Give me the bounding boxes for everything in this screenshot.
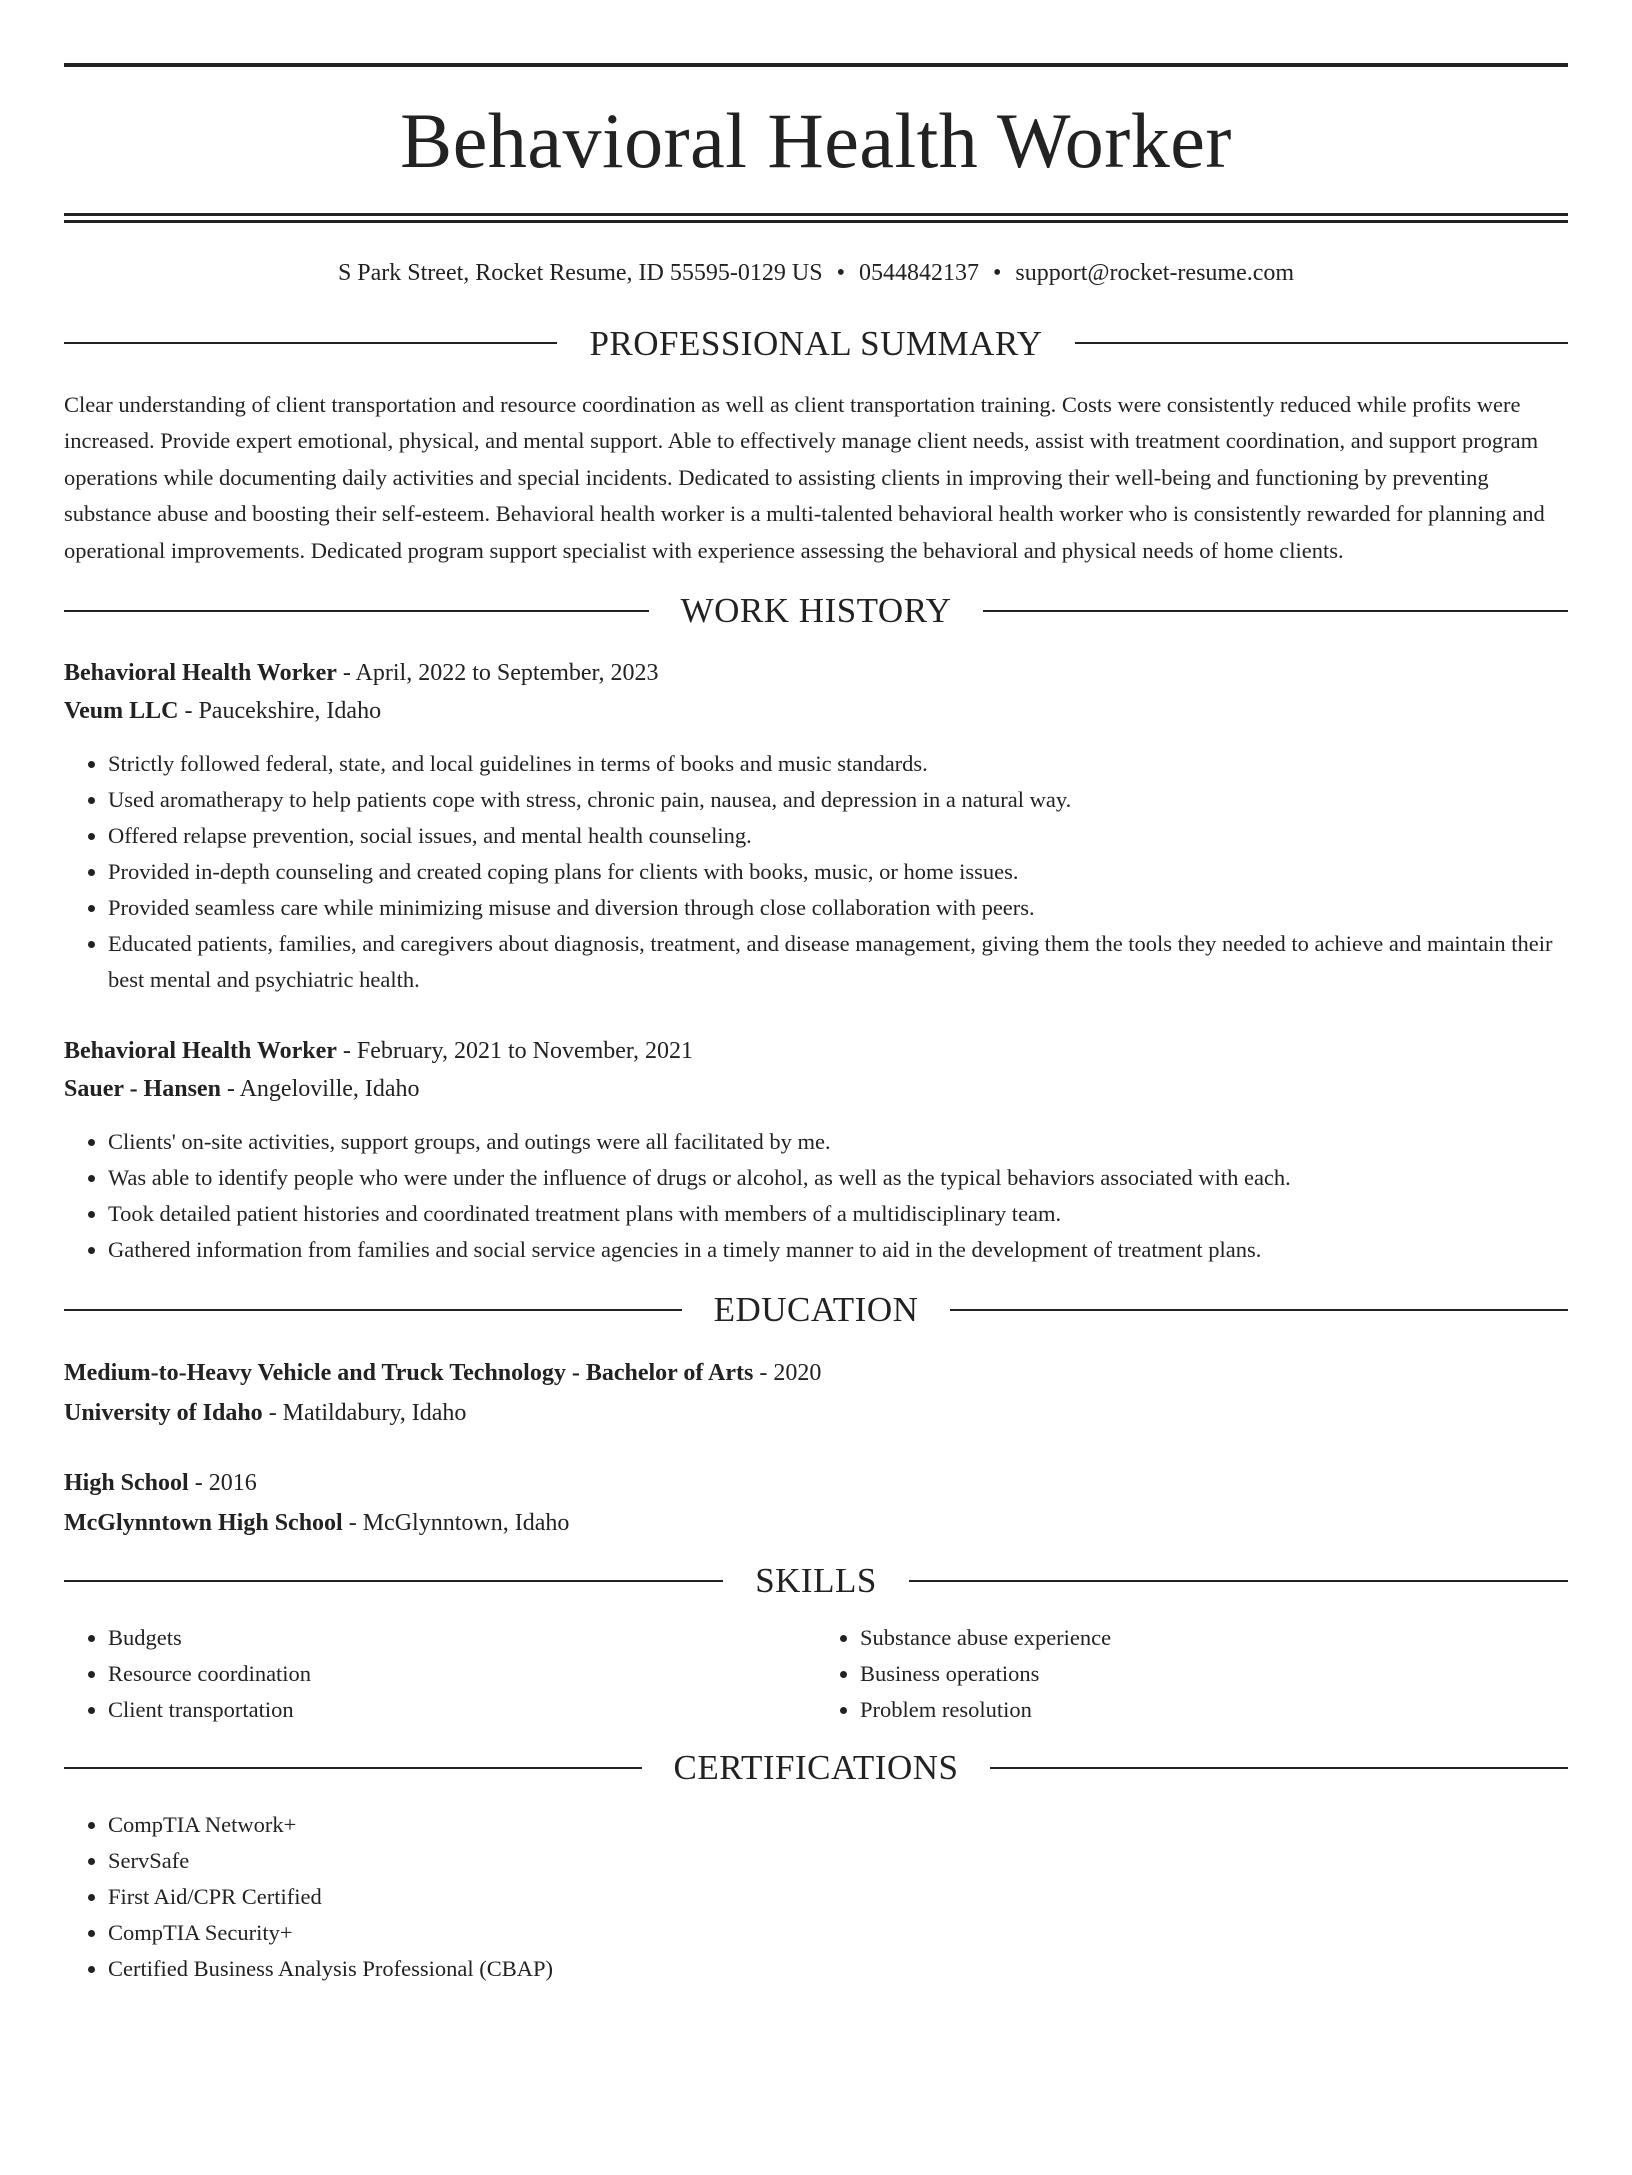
job-location: - Paucekshire, Idaho: [178, 698, 382, 725]
list-item: • Business operations: [860, 1656, 1568, 1692]
job-title-line: [64, 654, 1568, 692]
job-company: Veum LLC: [64, 698, 179, 725]
contact-phone: 0544842137: [858, 260, 979, 286]
list-item: • Resource coordination: [108, 1656, 816, 1692]
list-item: • CompTIA Security+: [108, 1915, 1568, 1951]
education-year: - 2016: [188, 1470, 257, 1497]
list-item: • Was able to identify people who were under the influence of drugs or alcohol, as well as the typical behaviors associated with each.: [108, 1160, 1568, 1196]
certifications-heading: [64, 1748, 1568, 1788]
list-item: • Provided in-depth counseling and created coping plans for clients with books, music, or home issues.: [108, 854, 1568, 890]
certifications-heading-text: CERTIFICATIONS: [673, 1748, 959, 1788]
heading-rule: [950, 1309, 1568, 1311]
heading-rule: [64, 1309, 682, 1311]
education-entry: [64, 1353, 1568, 1433]
education-year: - 2020: [753, 1360, 822, 1387]
certifications-list: [64, 1807, 1568, 1987]
education-degree: High School: [64, 1470, 189, 1497]
list-item: • Educated patients, families, and caregivers about diagnosis, treatment, and disease management, giving them the tools they needed to achieve and maintain their best mental and psychiatric health.: [108, 926, 1568, 998]
job-company-line: [64, 1070, 1568, 1108]
job-company-line: [64, 692, 1568, 730]
work-heading: [64, 591, 1568, 631]
heading-rule: [1075, 342, 1568, 344]
heading-rule: [64, 342, 557, 344]
skills-list-right: [816, 1620, 1568, 1728]
list-item: • Took detailed patient histories and coordinated treatment plans with members of a multidisciplinary team.: [108, 1196, 1568, 1232]
skills-heading-text: SKILLS: [755, 1561, 877, 1601]
contact-email: support@rocket-resume.com: [1015, 260, 1295, 286]
list-item: • ServSafe: [108, 1843, 1568, 1879]
list-item: • Gathered information from families and social service agencies in a timely manner to aid in the development of treatment plans.: [108, 1232, 1568, 1268]
job-dates: - February, 2021 to November, 2021: [336, 1038, 693, 1065]
heading-rule: [909, 1580, 1568, 1582]
heading-rule: [64, 610, 649, 612]
list-item: • Budgets: [108, 1620, 816, 1656]
education-degree-line: [64, 1463, 1568, 1503]
education-school: McGlynntown High School: [64, 1510, 343, 1537]
contact-line: [64, 259, 1568, 288]
education-location: - Matildabury, Idaho: [262, 1400, 467, 1427]
summary-text: Clear understanding of client transportation and resource coordination as well as client transportation training. Costs were consistently reduced while profits were increased. Provide expert emotional, physical, and mental support. Able to effectively manage client needs, assist with treatment coordination, and support program operations while documenting daily activities and special incidents. Dedicated to assisting clients in improving their well-being and functioning by preventing substance abuse and boosting their self-esteem. Behavioral health worker is a multi-talented behavioral health worker who is consistently rewarded for planning and operational improvements. Dedicated program support specialist with experience assessing the behavioral and physical needs of home clients.: [64, 391, 1545, 563]
skills-grid: [64, 1620, 1568, 1728]
work-heading-text: WORK HISTORY: [680, 591, 952, 631]
resume-page: [0, 63, 1632, 2175]
contact-separator: •: [992, 260, 1002, 286]
summary-heading: [64, 323, 1568, 363]
resume-name: Behavioral Health Worker: [400, 97, 1232, 184]
job-bullets: [64, 746, 1568, 998]
education-school-line: [64, 1393, 1568, 1433]
education-heading-text: EDUCATION: [713, 1290, 919, 1330]
education-degree: Medium-to-Heavy Vehicle and Truck Technology - Bachelor of Arts: [64, 1360, 754, 1387]
list-item: • Client transportation: [108, 1692, 816, 1728]
contact-address: S Park Street, Rocket Resume, ID 55595-0129 US: [337, 260, 823, 286]
summary-heading-text: PROFESSIONAL SUMMARY: [589, 323, 1043, 363]
job-entry: [64, 1032, 1568, 1268]
list-item: • Substance abuse experience: [860, 1620, 1568, 1656]
job-title: Behavioral Health Worker: [64, 1038, 337, 1065]
job-bullets: [64, 1124, 1568, 1268]
heading-rule: [983, 610, 1568, 612]
job-entry: [64, 654, 1568, 998]
heading-rule: [64, 1767, 642, 1769]
skills-heading: [64, 1561, 1568, 1601]
education-school: University of Idaho: [64, 1400, 263, 1427]
job-dates: - April, 2022 to September, 2023: [336, 660, 659, 687]
heading-rule: [990, 1767, 1568, 1769]
contact-separator: •: [836, 260, 845, 286]
job-location: - Angeloville, Idaho: [220, 1076, 420, 1103]
education-heading: [64, 1290, 1568, 1330]
list-item: • Used aromatherapy to help patients cope with stress, chronic pain, nausea, and depression in a natural way.: [108, 782, 1568, 818]
list-item: • Strictly followed federal, state, and local guidelines in terms of books and music standards.: [108, 746, 1568, 782]
double-rule: [64, 213, 1568, 223]
education-entry: [64, 1463, 1568, 1543]
job-title-line: [64, 1032, 1568, 1070]
job-company: Sauer - Hansen: [64, 1076, 221, 1103]
list-item: • First Aid/CPR Certified: [108, 1879, 1568, 1915]
list-item: • CompTIA Network+: [108, 1807, 1568, 1843]
heading-rule: [64, 1580, 723, 1582]
education-school-line: [64, 1503, 1568, 1543]
list-item: • Clients' on-site activities, support groups, and outings were all facilitated by me.: [108, 1124, 1568, 1160]
list-item: • Certified Business Analysis Professional (CBAP): [108, 1951, 1568, 1987]
education-degree-line: [64, 1353, 1568, 1393]
top-rule: [64, 63, 1568, 67]
list-item: • Offered relapse prevention, social issues, and mental health counseling.: [108, 818, 1568, 854]
job-title: Behavioral Health Worker: [64, 660, 337, 687]
education-location: - McGlynntown, Idaho: [342, 1510, 570, 1537]
list-item: • Problem resolution: [860, 1692, 1568, 1728]
list-item: • Provided seamless care while minimizing misuse and diversion through close collaboration with peers.: [108, 890, 1568, 926]
skills-list-left: [64, 1620, 816, 1728]
